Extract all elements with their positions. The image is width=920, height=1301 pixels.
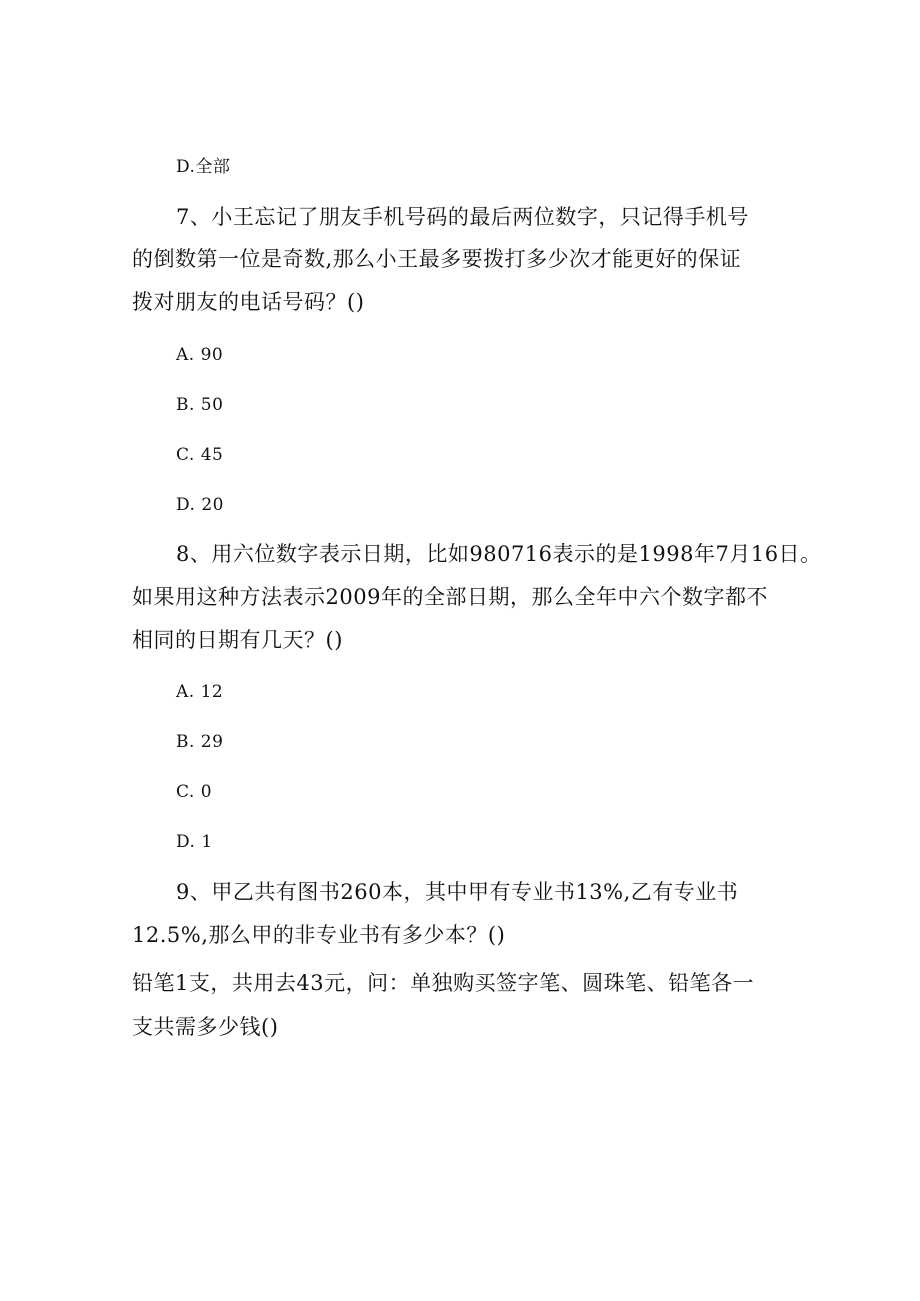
q7-option-b: B. 50 (176, 395, 224, 415)
q7-text-line-2: 的倒数第一位是奇数,那么小王最多要拨打多少次才能更好的保证 (132, 247, 742, 271)
q10-fragment-line-1: 铅笔1支，共用去43元，问：单独购买签字笔、圆珠笔、铅笔各一 (132, 971, 755, 995)
q7-option-c: C. 45 (176, 445, 224, 465)
q8-option-d: D. 1 (176, 832, 213, 852)
q8-text-line-3: 相同的日期有几天？() (132, 628, 343, 652)
q10-fragment-line-2: 支共需多少钱() (132, 1015, 279, 1039)
q7-text-line-3: 拨对朋友的电话号码？() (132, 290, 365, 314)
q7-text-line-1: 7、小王忘记了朋友手机号码的最后两位数字，只记得手机号 (176, 205, 749, 229)
q8-text-line-2: 如果用这种方法表示2009年的全部日期，那么全年中六个数字都不 (132, 585, 768, 609)
q8-option-c: C. 0 (176, 782, 213, 802)
q9-text-line-2: 12.5%,那么甲的非专业书有多少本？() (132, 923, 506, 947)
q9-text-line-1: 9、甲乙共有图书260本，其中甲有专业书13%,乙有专业书 (176, 880, 739, 904)
q7-option-a: A. 90 (176, 345, 224, 365)
q8-option-b: B. 29 (176, 732, 224, 752)
q7-option-d: D. 20 (176, 495, 224, 515)
q8-text-line-1: 8、用六位数字表示日期，比如980716表示的是1998年7月16日。 (176, 542, 822, 566)
q8-option-a: A. 12 (176, 682, 224, 702)
prev-question-option-d: D.全部 (176, 157, 231, 177)
